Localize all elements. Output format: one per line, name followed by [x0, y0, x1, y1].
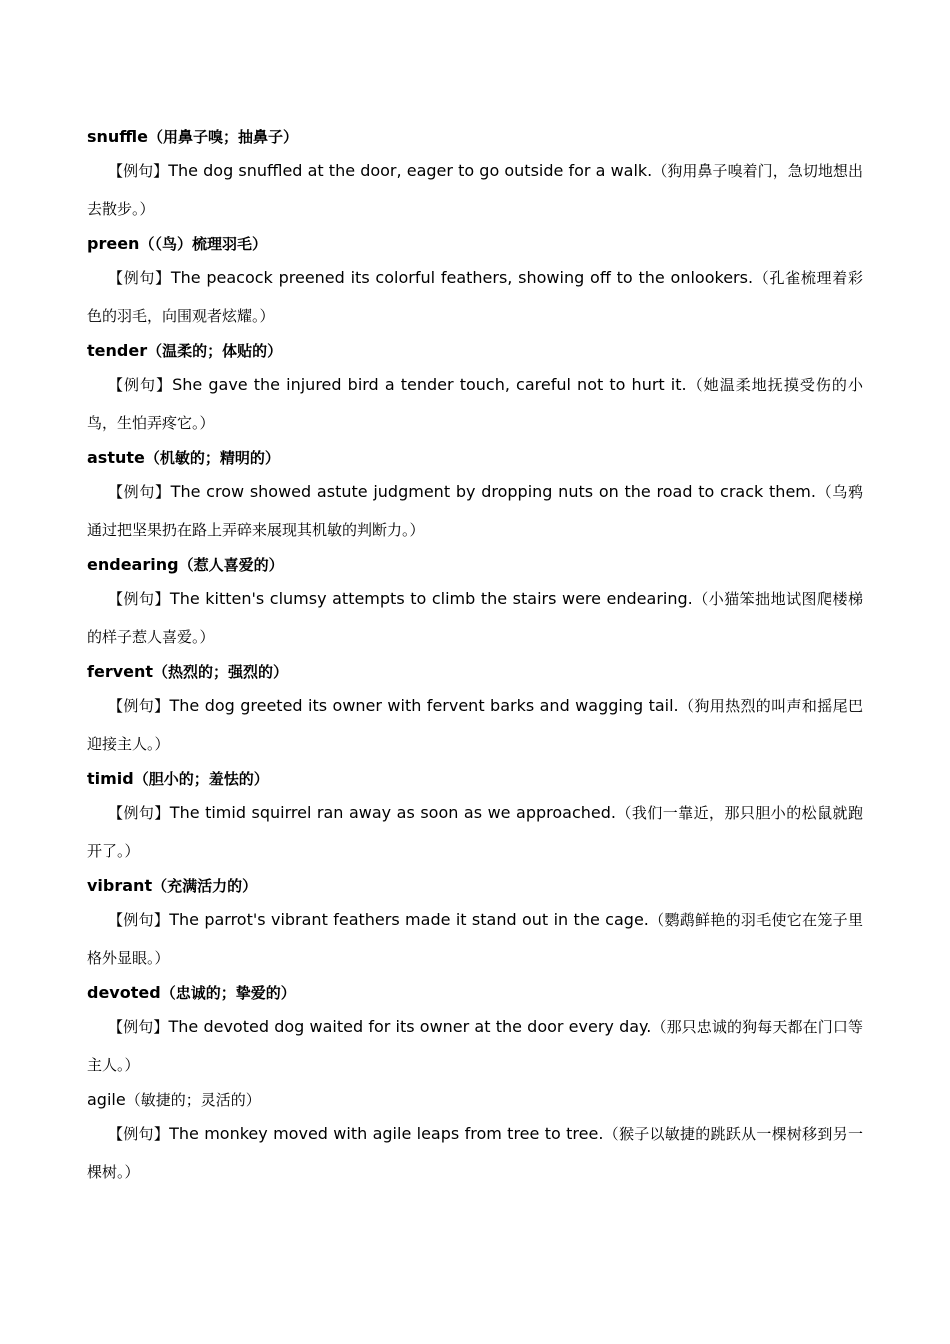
example-label-close: 】 [153, 911, 170, 929]
example-sentence [87, 152, 863, 228]
headword-gloss: （惹人喜爱的） [178, 556, 284, 574]
example-label: 例句 [123, 162, 154, 180]
headword: astute [87, 448, 145, 467]
headword: timid [87, 769, 134, 788]
headword-line [87, 870, 863, 901]
vocabulary-page [87, 121, 863, 1191]
example-label-open: 【 [108, 483, 124, 501]
headword-gloss: （胆小的；羞怯的） [133, 770, 269, 788]
example-sentence [87, 1115, 863, 1191]
example-english: The monkey moved with agile leaps from tree to tree. [169, 1124, 604, 1143]
example-sentence [87, 473, 863, 549]
example-label-open: 【 [108, 911, 124, 929]
example-english: The dog snuffled at the door, eager to go outside for a walk. [168, 161, 653, 180]
example-label-open: 【 [108, 162, 124, 180]
example-label: 例句 [123, 269, 156, 287]
example-chinese: （猴子以敏捷的跳跃从一棵树移到另一棵树。） [87, 1125, 863, 1181]
vocab-entry [87, 870, 863, 977]
example-label-close: 】 [154, 804, 170, 822]
example-chinese: （我们一靠近，那只胆小的松鼠就跑开了。） [87, 804, 863, 860]
example-label: 例句 [123, 804, 155, 822]
vocab-entry [87, 549, 863, 656]
vocab-entry [87, 335, 863, 442]
example-sentence [87, 259, 863, 335]
headword: snuffle [87, 127, 149, 146]
example-label-open: 【 [108, 590, 124, 608]
example-english: The parrot's vibrant feathers made it stand out in the cage. [169, 910, 649, 929]
example-sentence [87, 1008, 863, 1084]
headword-line [87, 1084, 863, 1115]
headword: agile [87, 1090, 126, 1109]
example-label: 例句 [123, 911, 154, 929]
example-label: 例句 [123, 1125, 154, 1143]
vocab-entry [87, 228, 863, 335]
headword-line [87, 977, 863, 1008]
headword-gloss: （（鸟）梳理羽毛） [139, 235, 267, 253]
example-label-open: 【 [108, 804, 124, 822]
example-english: The dog greeted its owner with fervent barks and wagging tail. [169, 696, 679, 715]
example-english: The timid squirrel ran away as soon as we approached. [169, 803, 616, 822]
vocab-entry [87, 442, 863, 549]
example-chinese: （她温柔地抚摸受伤的小鸟，生怕弄疼它。） [87, 376, 863, 432]
headword: devoted [87, 983, 161, 1002]
example-chinese: （那只忠诚的狗每天都在门口等主人。） [87, 1018, 863, 1074]
headword: endearing [87, 555, 179, 574]
example-label-open: 【 [108, 1018, 124, 1036]
headword-line [87, 763, 863, 794]
headword: fervent [87, 662, 154, 681]
example-chinese: （狗用热烈的叫声和摇尾巴迎接主人。） [87, 697, 863, 753]
headword: preen [87, 234, 140, 253]
vocab-entry [87, 121, 863, 228]
example-label: 例句 [123, 697, 155, 715]
example-label-close: 】 [154, 590, 170, 608]
headword-line [87, 656, 863, 687]
headword-gloss: （机敏的；精明的） [144, 449, 280, 467]
example-english: The peacock preened its colorful feathers, showing off to the onlookers. [170, 268, 754, 287]
example-label-close: 】 [155, 269, 171, 287]
example-chinese: （狗用鼻子嗅着门，急切地想出去散步。） [87, 162, 863, 218]
headword-gloss: （用鼻子嗅；抽鼻子） [148, 128, 299, 146]
example-sentence [87, 580, 863, 656]
example-label-close: 】 [154, 697, 170, 715]
headword-gloss: （温柔的；体贴的） [147, 342, 283, 360]
example-chinese: （小猫笨拙地试图爬楼梯的样子惹人喜爱。） [87, 590, 863, 646]
example-label-close: 】 [155, 483, 171, 501]
example-label-close: 】 [153, 1018, 169, 1036]
example-label: 例句 [123, 483, 155, 501]
vocab-entry [87, 763, 863, 870]
example-chinese: （鹦鹉鲜艳的羽毛使它在笼子里格外显眼。） [87, 911, 863, 967]
example-sentence [87, 901, 863, 977]
example-chinese: （孔雀梳理着彩色的羽毛，向围观者炫耀。） [87, 269, 863, 325]
headword-line [87, 335, 863, 366]
headword: vibrant [87, 876, 153, 895]
example-label: 例句 [124, 376, 157, 394]
headword-gloss: （热烈的；强烈的） [153, 663, 289, 681]
example-english: The devoted dog waited for its owner at the door every day. [168, 1017, 652, 1036]
headword-gloss: （敏捷的；灵活的） [125, 1091, 261, 1109]
example-label-open: 【 [108, 1125, 124, 1143]
example-label-close: 】 [153, 162, 169, 180]
example-label-open: 【 [108, 697, 124, 715]
example-label: 例句 [123, 1018, 154, 1036]
headword-line [87, 442, 863, 473]
example-sentence [87, 687, 863, 763]
example-english: She gave the injured bird a tender touch, careful not to hurt it. [172, 375, 687, 394]
example-sentence [87, 794, 863, 870]
vocab-entry [87, 1084, 863, 1191]
headword-gloss: （充满活力的） [152, 877, 258, 895]
headword-line [87, 228, 863, 259]
example-english: The crow showed astute judgment by dropping nuts on the road to crack them. [170, 482, 816, 501]
example-label: 例句 [123, 590, 155, 608]
headword-gloss: （忠诚的；挚爱的） [160, 984, 296, 1002]
headword-line [87, 121, 863, 152]
example-label-open: 【 [108, 376, 125, 394]
vocab-entry [87, 977, 863, 1084]
example-label-open: 【 [108, 269, 124, 287]
headword-line [87, 549, 863, 580]
example-chinese: （乌鸦通过把坚果扔在路上弄碎来展现其机敏的判断力。） [87, 483, 863, 539]
example-english: The kitten's clumsy attempts to climb the stairs were endearing. [169, 589, 693, 608]
example-label-close: 】 [153, 1125, 170, 1143]
vocab-entry [87, 656, 863, 763]
headword: tender [87, 341, 148, 360]
example-label-close: 】 [156, 376, 173, 394]
example-sentence [87, 366, 863, 442]
